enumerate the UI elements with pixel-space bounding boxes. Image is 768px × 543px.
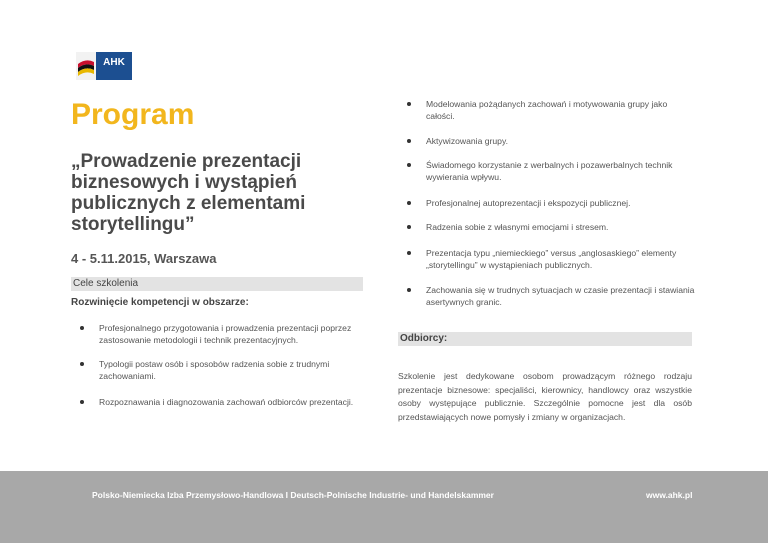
footer-chamber-name: Polsko-Niemiecka Izba Przemysłowo-Handlowa I Deutsch-Polnische Industrie- und Handelskammer [92,490,494,500]
list-item: Aktywizowania grupy. [398,136,698,160]
list-item: Rozpoznawania i diagnozowania zachowań odbiorców prezentacji. [71,397,363,409]
program-list [398,99,698,308]
bullet-icon [80,400,84,404]
bullet-icon [407,225,411,229]
goals-list [71,323,363,409]
training-subtitle: „Prowadzenie prezentacji biznesowych i wystąpień publicznych z elementami storytellingu” [71,151,306,235]
bullet-icon [407,139,411,143]
bullet-icon [80,362,84,366]
list-item: Prezentacja typu „niemieckiego” versus „anglosaskiego” elementy „storytellingu” w wystąpieniach publicznych. [398,248,698,285]
footer-website-link[interactable]: www.ahk.pl [646,490,693,500]
list-item: Profesjonalnej autoprezentacji i ekspozycji publicznej. [398,198,698,222]
list-item: Radzenia sobie z własnymi emocjami i stresem. [398,222,698,248]
ahk-logo [76,52,132,80]
audience-section-header: Odbiorcy: [398,332,692,346]
date-location: 4 - 5.11.2015, Warszawa [71,251,217,266]
logo-text: AHK [96,52,132,80]
list-item: Profesjonalnego przygotowania i prowadzenia prezentacji poprzez zastosowanie metodologii i technik prezentacyjnych. [71,323,363,346]
list-item: Świadomego korzystanie z werbalnych i pozawerbalnych technik wywierania wpływu. [398,160,698,198]
bullet-icon [80,326,84,330]
bullet-icon [407,163,411,167]
bullet-icon [407,102,411,106]
goals-section-header: Cele szkolenia [71,277,363,291]
competence-heading: Rozwinięcie kompetencji w obszarze: [71,297,249,308]
page-title: Program [71,98,195,131]
bullet-icon [407,288,411,292]
bullet-icon [407,201,411,205]
list-item: Modelowania pożądanych zachowań i motywowania grupy jako całości. [398,99,698,136]
audience-text: Szkolenie jest dedykowane osobom prowadzącym różnego rodzaju prezentacje biznesowe: specjaliści, kierownicy, handlowcy oraz wszystkie osoby występujące publicznie. Szczególnie pomocne jest dla osób przedstawiających nowe pomysły i zmiany w organizacjach. [398,371,692,422]
list-item: Zachowania się w trudnych sytuacjach w czasie prezentacji i stawiania asertywnych granic. [398,285,698,308]
footer [0,471,768,543]
list-item: Typologii postaw osób i sposobów radzenia sobie z trudnymi zachowaniami. [71,359,363,382]
bullet-icon [407,251,411,255]
flag-icon [76,52,96,80]
